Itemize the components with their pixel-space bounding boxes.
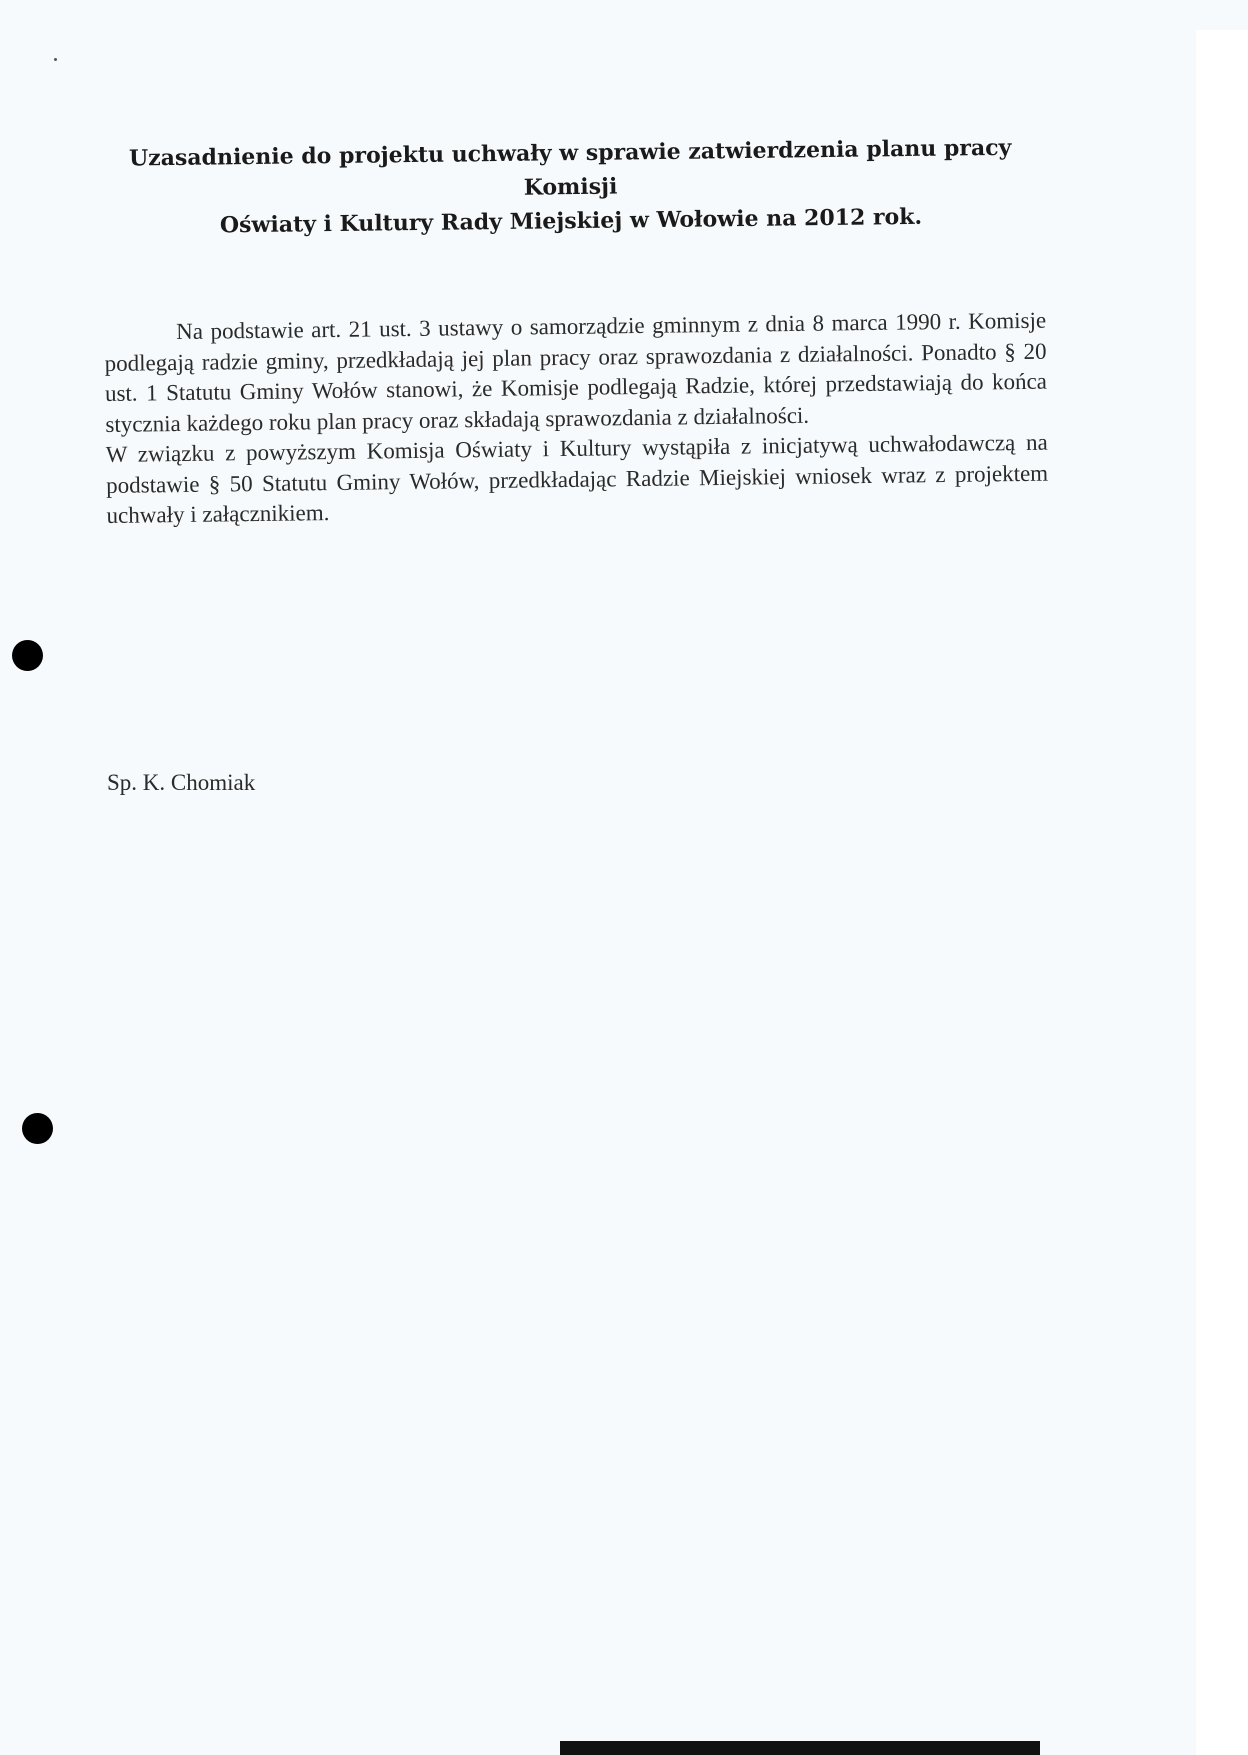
document-title bbox=[90, 130, 1051, 244]
title-line-1: Uzasadnienie do projektu uchwały w sprawie zatwierdzenia planu pracy Komisji bbox=[128, 134, 1012, 201]
punch-hole-top bbox=[12, 640, 43, 671]
punch-hole-bottom bbox=[22, 1113, 53, 1144]
scan-margin-strip bbox=[1196, 30, 1248, 1755]
paragraph-1: Na podstawie art. 21 ust. 3 ustawy o samorządzie gminnym z dnia 8 marca 1990 r. Komisje podlegają radzie gminy, przedkładają jej plan pracy oraz sprawozdania z działalności. Ponadto § 20 ust. 1 Statutu Gminy Wołów stanowi, że Komisje podlegają Radzie, której przedstawiają do końca stycznia każdego roku plan pracy oraz składają sprawozdania z działalności. bbox=[104, 307, 1048, 437]
document-body bbox=[104, 306, 1049, 532]
title-line-2: Oświaty i Kultury Rady Miejskiej w Wołowie na 2012 rok. bbox=[219, 203, 923, 239]
scan-edge-bar bbox=[560, 1741, 1040, 1755]
paragraph-2: W związku z powyższym Komisja Oświaty i Kultury wystąpiła z inicjatywą uchwałodawczą na podstawie § 50 Statutu Gminy Wołów, przedkładając Radzie Miejskiej wniosek wraz z projektem uchwały i załącznikiem. bbox=[105, 429, 1049, 528]
signature: Sp. K. Chomiak bbox=[107, 770, 256, 795]
scan-speck bbox=[54, 58, 57, 61]
